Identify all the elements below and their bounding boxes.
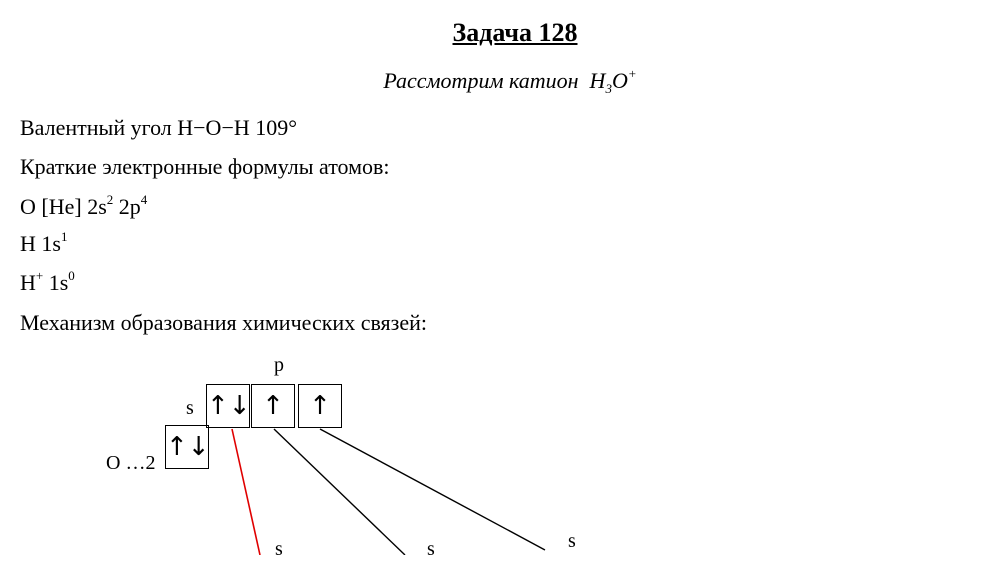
bond-line-2	[274, 429, 405, 555]
orbital-2p-1: ↑↓	[206, 384, 250, 428]
hydrogen-s-label-2: s	[427, 538, 435, 560]
cation-formula: $H_3O^+$	[589, 66, 637, 96]
orbital-2p-3: ↑	[298, 384, 342, 428]
hydrogen-s-label-1: s	[275, 538, 283, 560]
subtitle-text: Рассмотрим катион	[383, 68, 579, 93]
bond-angle-line: Валентный угол H−O−H 109°	[20, 115, 298, 140]
orbital-2s: ↑↓	[165, 425, 209, 469]
hydrogen-formula: H $1s^1$	[20, 229, 68, 256]
p-sublevel-label: p	[274, 354, 284, 376]
s-sublevel-label: s	[186, 397, 194, 419]
bond-line-3	[320, 429, 545, 550]
page-title: Задача 128	[452, 18, 578, 47]
formulas-heading: Краткие электронные формулы атомов:	[20, 154, 390, 179]
oxygen-formula: O [He] $2s^2$ $2p^4$	[20, 192, 148, 219]
donor-bond-line	[232, 429, 260, 555]
oxygen-level-label: O …2	[106, 452, 156, 474]
proton-formula: H+ $1s^0$	[20, 268, 75, 295]
mechanism-heading: Механизм образования химических связей:	[20, 310, 428, 335]
orbital-2p-2: ↑	[251, 384, 295, 428]
hydrogen-s-label-3: s	[568, 530, 576, 552]
